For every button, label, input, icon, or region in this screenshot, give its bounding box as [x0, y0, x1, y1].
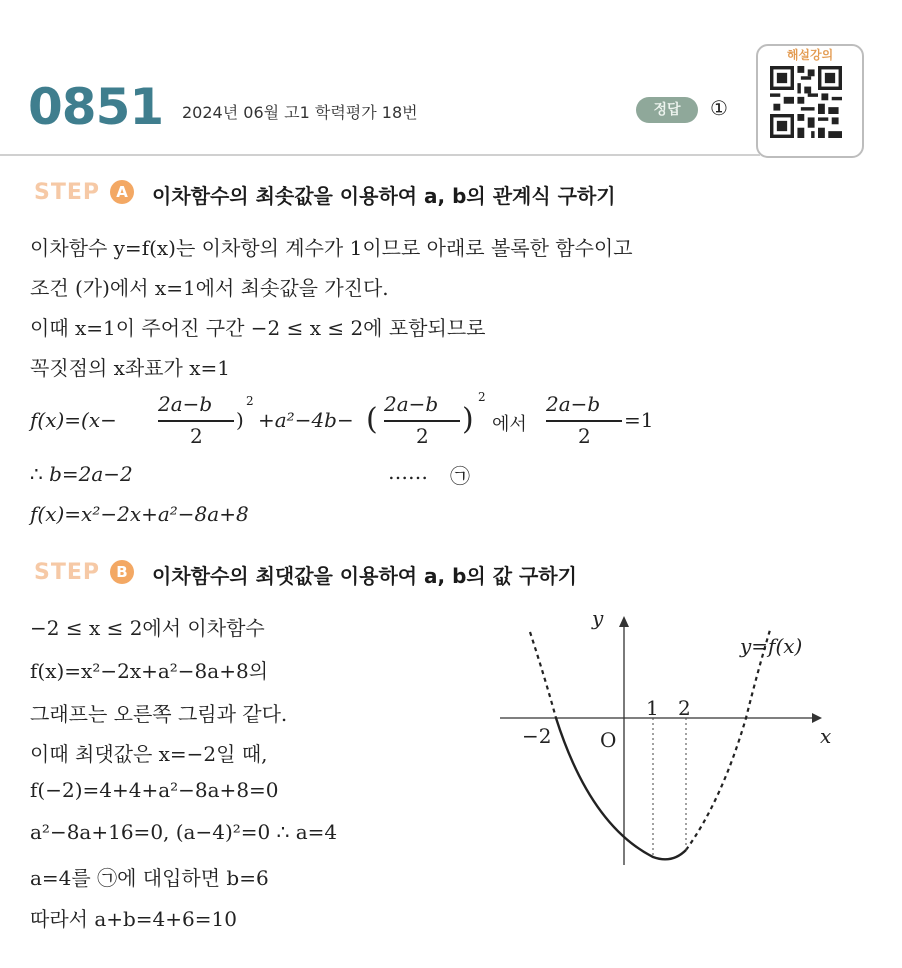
header-divider — [0, 154, 760, 156]
step-b-title: 이차함수의 최댓값을 이용하여 a, b의 값 구하기 — [152, 564, 577, 588]
tick-2: 2 — [678, 696, 691, 720]
step-a-letter: A — [110, 180, 134, 204]
frac3-num: 2a−b — [546, 392, 601, 416]
qr-label: 해설강의 — [786, 48, 834, 62]
step-b-badge: STEP — [34, 560, 101, 585]
step-a-title: 이차함수의 최솟값을 이용하여 a, b의 관계식 구하기 — [152, 184, 616, 208]
frac3-bar — [546, 420, 622, 422]
formula-lhs: f(x)=(x− — [30, 408, 117, 432]
formula-eseo: 에서 — [492, 414, 527, 435]
paren-close-2: ) — [462, 402, 474, 437]
origin-label: O — [600, 728, 617, 752]
x-axis-arrow — [812, 713, 822, 723]
curve-right-dashed — [686, 630, 770, 850]
step-a-line-1: 이차함수 y=f(x)는 이차항의 계수가 1이므로 아래로 볼록한 함수이고 — [30, 236, 633, 260]
formula-mid: +a²−4b− — [258, 408, 354, 432]
frac2-num: 2a−b — [384, 392, 439, 416]
expanded-formula: f(x)=x²−2x+a²−8a+8 — [30, 502, 249, 526]
answer-value: ① — [710, 96, 728, 120]
y-axis-arrow — [619, 616, 629, 627]
therefore-line: ∴ b=2a−2 — [30, 462, 133, 486]
qr-code-icon[interactable] — [770, 66, 842, 138]
step-a-badge: STEP — [34, 180, 101, 205]
step-b-line-6: a²−8a+16=0, (a−4)²=0 ∴ a=4 — [30, 820, 338, 844]
x-axis-label: x — [820, 724, 832, 748]
step-b-line-7: a=4를 ㉠에 대입하면 b=6 — [30, 866, 269, 890]
paren-open-2: ( — [366, 402, 378, 437]
tick-neg2: −2 — [522, 724, 552, 748]
problem-source: 2024년 06월 고1 학력평가 18번 — [182, 103, 418, 122]
frac2-bar — [384, 420, 460, 422]
step-b-line-1: −2 ≤ x ≤ 2에서 이차함수 — [30, 616, 265, 640]
frac2-den: 2 — [416, 424, 429, 448]
formula-rhs: =1 — [624, 408, 654, 432]
frac1-bar — [158, 420, 234, 422]
step-a-line-2: 조건 (가)에서 x=1에서 최솟값을 가진다. — [30, 276, 389, 300]
formula-sq-1: 2 — [246, 394, 254, 408]
step-b-line-5: f(−2)=4+4+a²−8a+8=0 — [30, 778, 279, 802]
curve-left-dashed — [530, 632, 556, 718]
step-b-line-4: 이때 최댓값은 x=−2일 때, — [30, 742, 268, 766]
ref-mark: ㉠ — [450, 464, 470, 488]
step-b-line-8: 따라서 a+b=4+6=10 — [30, 907, 237, 931]
step-b-letter: B — [110, 560, 134, 584]
step-a-line-3: 이때 x=1이 주어진 구간 −2 ≤ x ≤ 2에 포함되므로 — [30, 316, 486, 340]
formula-sq-2: 2 — [478, 390, 486, 404]
frac1-den: 2 — [190, 424, 203, 448]
step-a-line-4: 꼭짓점의 x좌표가 x=1 — [30, 356, 230, 380]
curve-solid — [556, 718, 686, 859]
formula-paren-close: ) — [236, 408, 244, 432]
answer-badge: 정답 — [636, 97, 698, 123]
frac1-num: 2a−b — [158, 392, 213, 416]
ellipsis: …… — [388, 460, 428, 484]
frac3-den: 2 — [578, 424, 591, 448]
step-b-line-2: f(x)=x²−2x+a²−8a+8의 — [30, 659, 269, 683]
problem-number: 0851 — [28, 78, 164, 136]
tick-1: 1 — [646, 696, 659, 720]
y-axis-label: y — [592, 606, 604, 630]
curve-label: y=f(x) — [740, 634, 803, 658]
step-b-line-3: 그래프는 오른쪽 그림과 같다. — [30, 702, 288, 726]
